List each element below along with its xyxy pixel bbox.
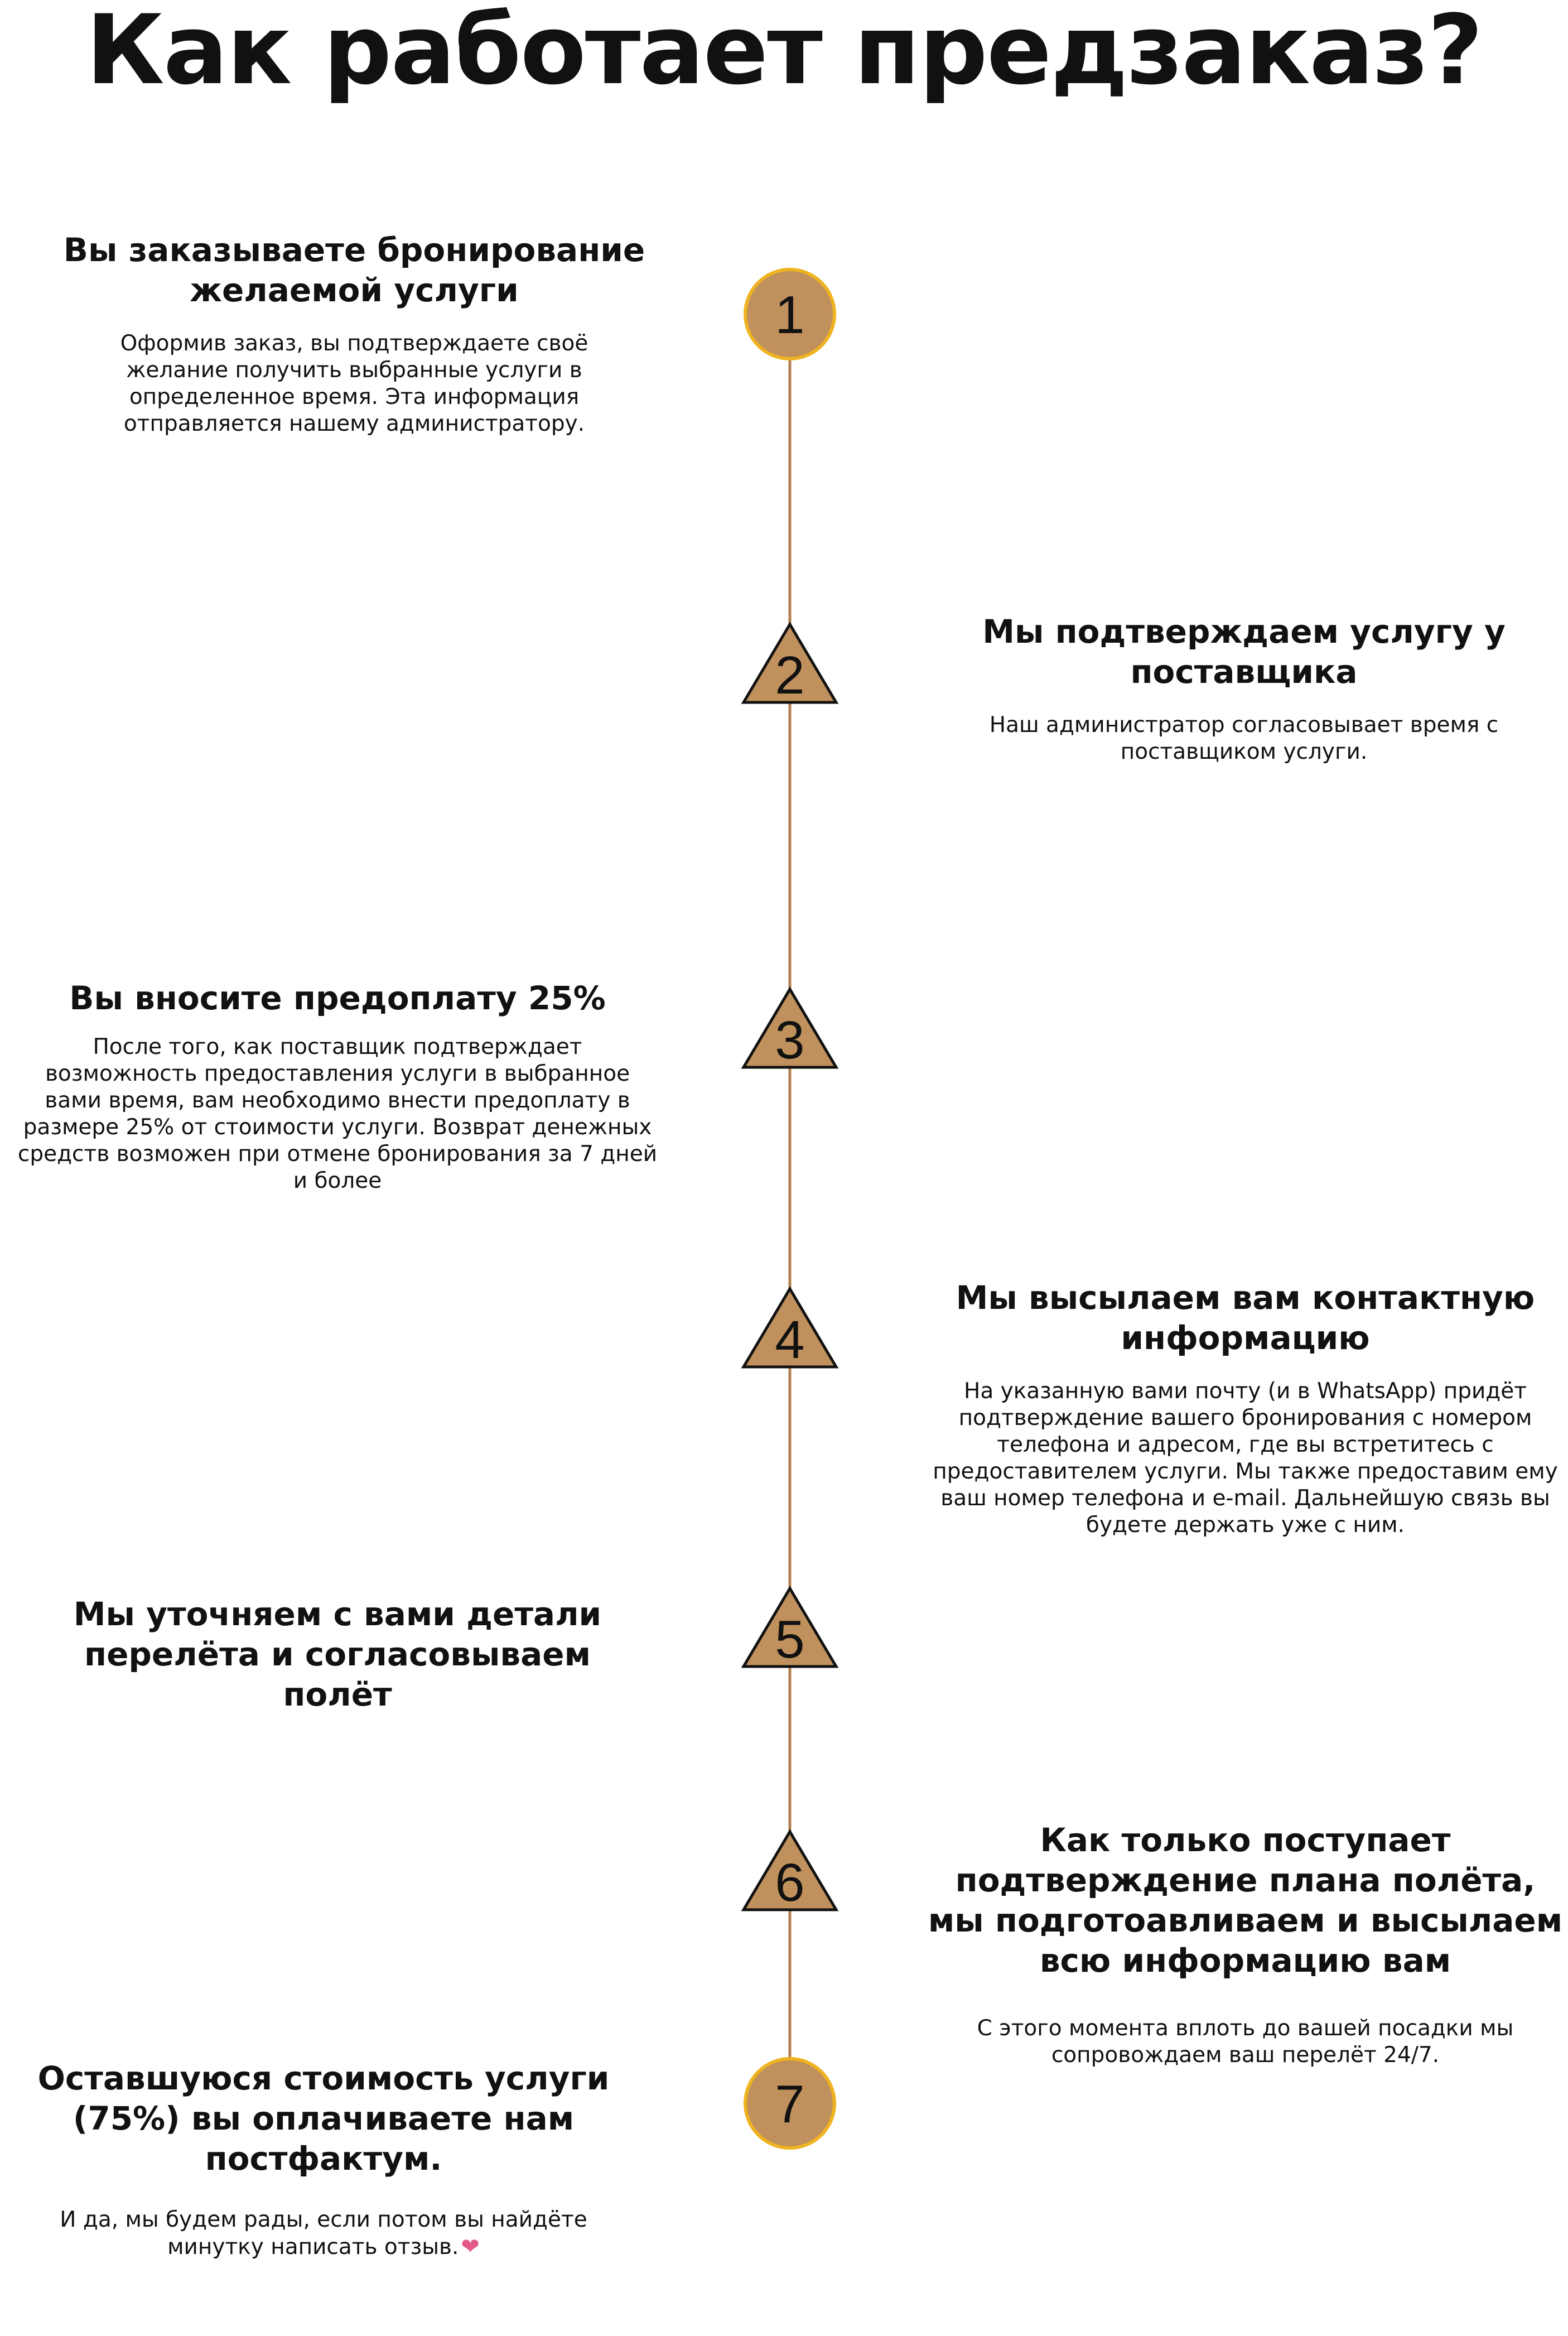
step-7-text-content: И да, мы будем рады, если потом вы найдёте минутку написать отзыв. <box>60 2207 587 2260</box>
step-1-title: Вы заказываете бронирование желаемой услуги <box>63 231 645 309</box>
step-6-text: С этого момента вплоть до вашей посадки мы сопровождаем ваш перелёт 24/7. <box>977 2016 1514 2068</box>
step-7-text <box>0 2207 647 2261</box>
step-5 <box>14 1594 661 1714</box>
step-6 <box>926 1820 1565 2069</box>
step-1-number: 1 <box>775 285 805 345</box>
step-3-number: 3 <box>775 1010 805 1070</box>
step-5-title: Мы уточняем с вами детали перелёта и согласовываем полёт <box>73 1595 602 1713</box>
step-6-title: Как только поступает подтверждение плана полёта, мы подготоавливаем и высылаем всю информацию вам <box>928 1821 1563 1979</box>
step-2-title: Мы подтверждаем услугу у поставщика <box>982 613 1506 691</box>
step-2-number: 2 <box>775 646 805 705</box>
step-3-marker <box>744 989 836 1070</box>
step-2-text: Наш администратор согласовывает время с поставщиком услуги. <box>989 712 1499 764</box>
step-2-marker <box>744 624 836 705</box>
step-3-title: Вы вносите предоплату 25% <box>69 979 606 1017</box>
step-7 <box>0 2058 647 2261</box>
page-title: Как работает предзаказ? <box>86 0 1482 106</box>
step-6-number: 6 <box>775 1853 805 1913</box>
step-7-title: Оставшуюся стоимость услуги (75%) вы оплачиваете нам постфактум. <box>37 2059 610 2178</box>
step-2 <box>971 611 1517 765</box>
step-3 <box>14 978 661 1195</box>
step-4-title: Мы высылаем вам контактную информацию <box>956 1279 1535 1357</box>
step-5-marker <box>744 1588 836 1669</box>
step-7-marker <box>745 2059 834 2148</box>
step-3-text: После того, как поставщик подтверждает возможность предоставления услуги в выбранное вами время, вам необходимо внести предоплату в размере 25% от стоимости услуги. Возврат денежных средств возможен при отмене бронирования за 7 дней и более <box>17 1034 658 1193</box>
step-5-number: 5 <box>775 1610 805 1669</box>
heart-icon: ❤ <box>461 2234 480 2260</box>
step-4-number: 4 <box>775 1310 805 1370</box>
step-4-marker <box>744 1289 836 1370</box>
step-7-number: 7 <box>775 2074 805 2134</box>
step-4-text: На указанную вами почту (и в WhatsApp) придёт подтверждение вашего бронирования с номером телефона и адресом, где вы встретитесь с предоставителем услуги. Мы также предоставим ему ваш номер телефона и e-mail. Дальнейшую связь вы будете держать уже с ним. <box>933 1379 1558 1538</box>
step-1 <box>39 230 669 437</box>
step-1-text: Оформив заказ, вы подтверждаете своё желание получить выбранные услуги в определенное время. Эта информация отправляется нашему администратору. <box>120 331 588 436</box>
step-1-marker <box>745 269 834 359</box>
step-4 <box>926 1278 1565 1539</box>
step-6-marker <box>744 1832 836 1913</box>
